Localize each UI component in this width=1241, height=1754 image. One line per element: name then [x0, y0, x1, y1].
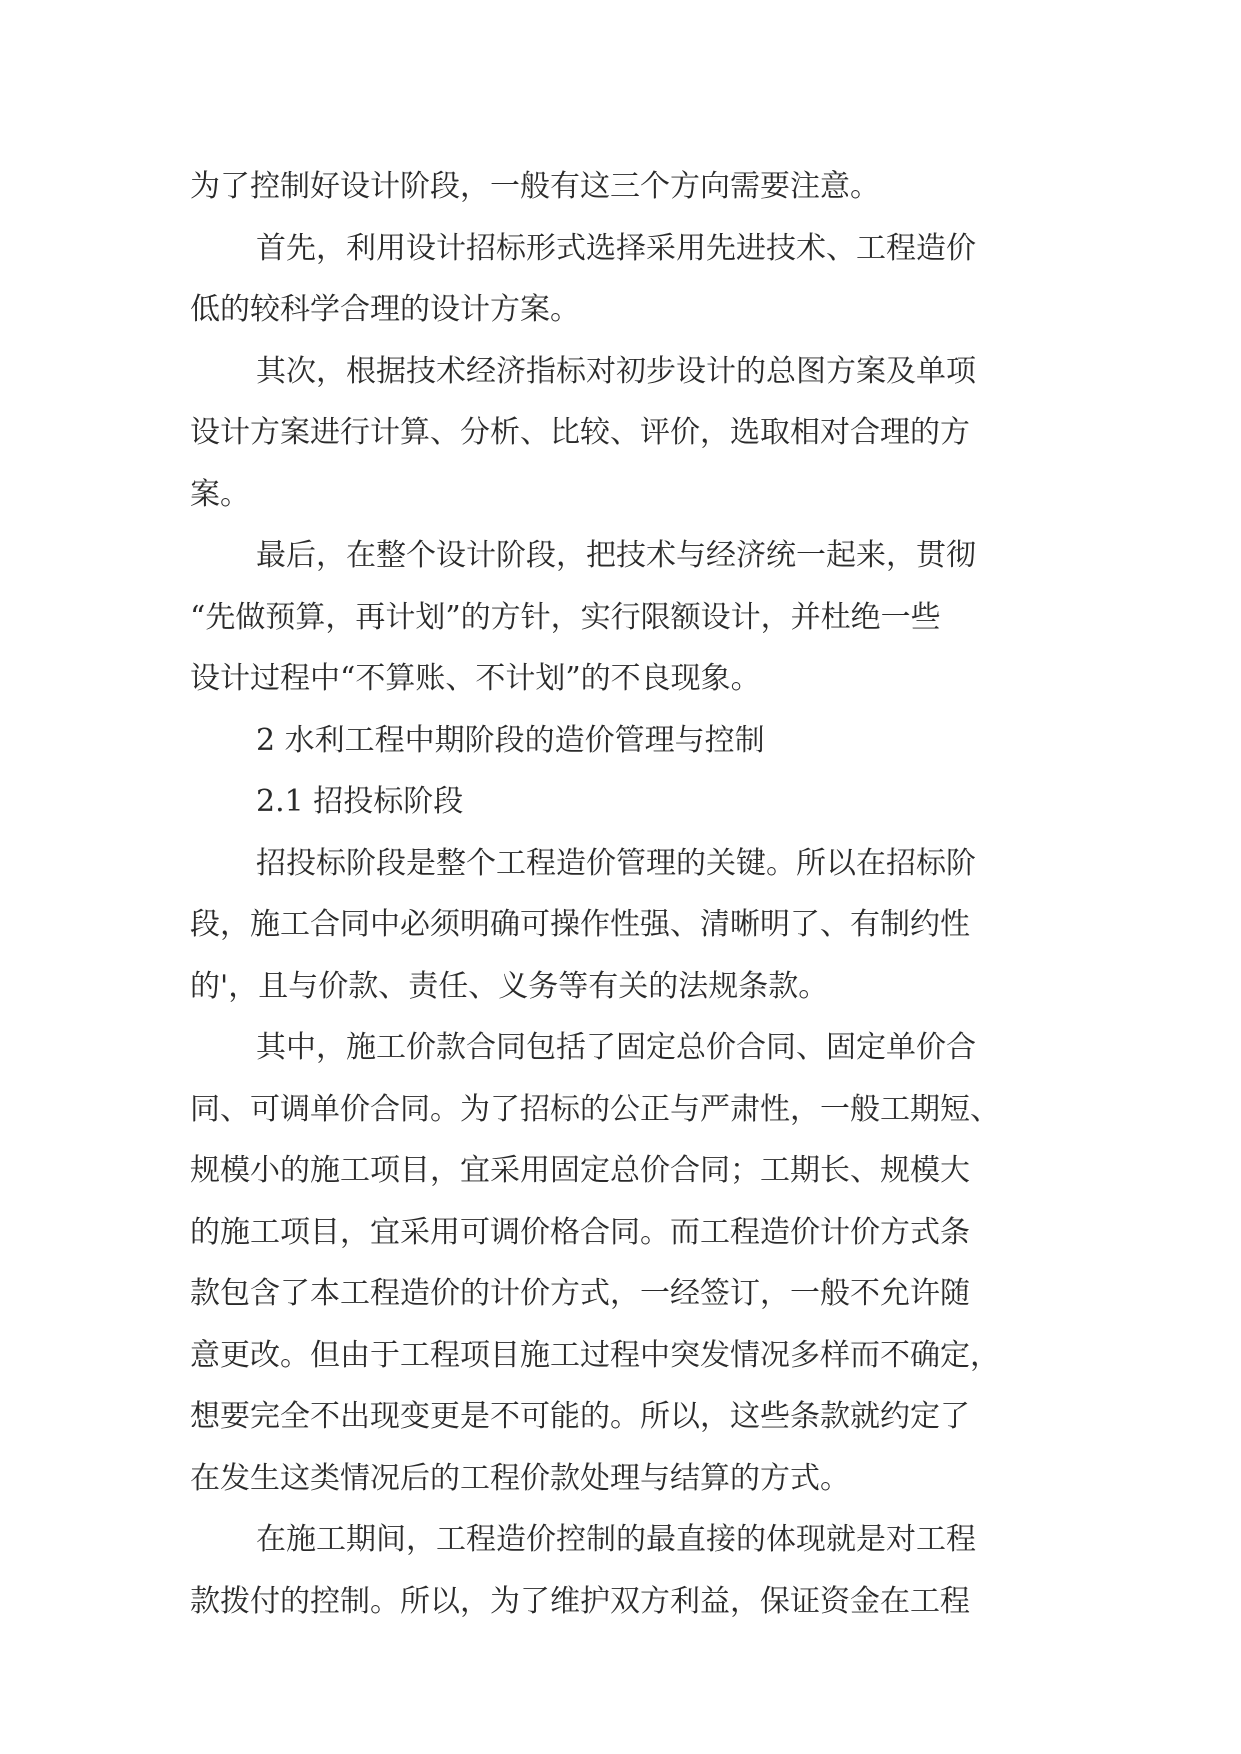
text-line: 款包含了本工程造价的计价方式，一经签订，一般不允许随 — [190, 1276, 970, 1311]
text-line: 规模小的施工项目，宜采用固定总价合同；工期长、规模大 — [190, 1153, 970, 1188]
text-line: 的'，且与价款、责任、义务等有关的法规条款。 — [190, 968, 829, 1004]
text-line: 段，施工合同中必须明确可操作性强、清晰明了、有制约性 — [190, 907, 970, 942]
text-line: 为了控制好设计阶段，一般有这三个方向需要注意。 — [190, 169, 880, 204]
text-line: 的施工项目，宜采用可调价格合同。而工程造价计价方式条 — [190, 1214, 970, 1250]
text-line: 案。 — [190, 476, 250, 512]
text-line: 设计方案进行计算、分析、比较、评价，选取相对合理的方 — [190, 415, 970, 450]
subsection-heading: 2.1 招投标阶段 — [256, 784, 464, 819]
text-line: 款拨付的控制。所以，为了维护双方利益，保证资金在工程 — [190, 1583, 970, 1619]
text-line: 其次，根据技术经济指标对初步设计的总图方案及单项 — [256, 353, 976, 389]
text-line: 同、可调单价合同。为了招标的公正与严肃性，一般工期短、 — [190, 1091, 1000, 1127]
text-line: 最后，在整个设计阶段，把技术与经济统一起来，贯彻 — [256, 538, 976, 573]
text-line: 设计过程中“不算账、不计划”的不良现象。 — [190, 661, 761, 696]
text-line: 在施工期间，工程造价控制的最直接的体现就是对工程 — [256, 1522, 976, 1557]
text-line: 首先，利用设计招标形式选择采用先进技术、工程造价 — [256, 230, 976, 266]
text-line: 意更改。但由于工程项目施工过程中突发情况多样而不确定， — [190, 1337, 1000, 1373]
text-line: 其中，施工价款合同包括了固定总价合同、固定单价合 — [256, 1030, 976, 1065]
text-line: 在发生这类情况后的工程价款处理与结算的方式。 — [190, 1460, 850, 1496]
document-page — [190, 156, 1052, 1632]
section-heading: 2 水利工程中期阶段的造价管理与控制 — [256, 722, 765, 758]
text-line: 想要完全不出现变更是不可能的。所以，这些条款就约定了 — [190, 1399, 970, 1434]
text-line: 招投标阶段是整个工程造价管理的关键。所以在招标阶 — [256, 845, 976, 881]
text-line: “先做预算，再计划”的方针，实行限额设计，并杜绝一些 — [190, 599, 941, 635]
text-line: 低的较科学合理的设计方案。 — [190, 292, 580, 327]
